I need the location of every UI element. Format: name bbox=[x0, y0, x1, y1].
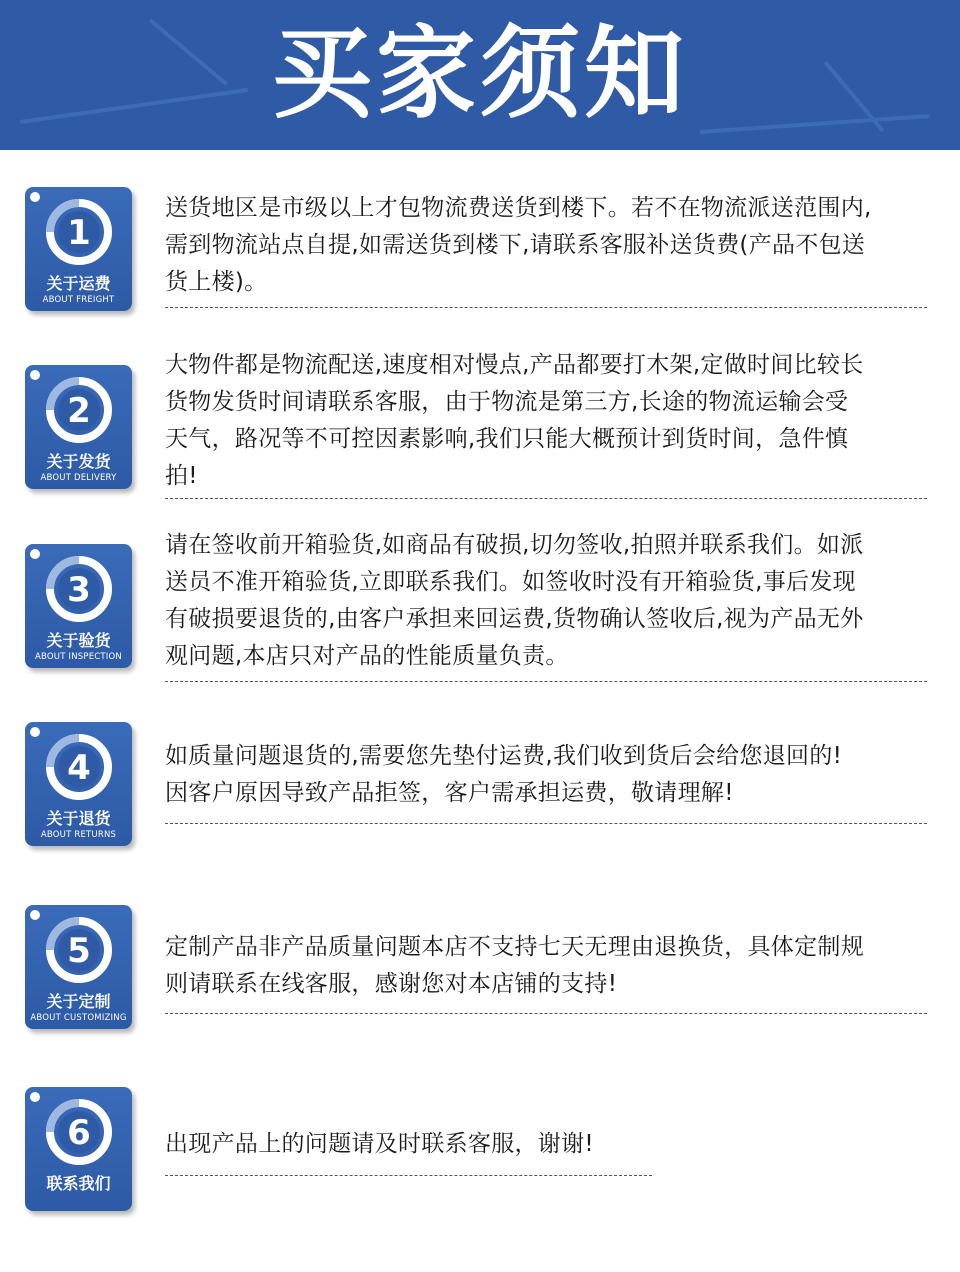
badge-number: 4 bbox=[67, 748, 91, 788]
number-ring-icon bbox=[42, 373, 116, 447]
notice-text bbox=[165, 527, 937, 675]
hang-hole-icon bbox=[30, 910, 40, 920]
badge-number: 2 bbox=[67, 391, 91, 431]
badge-label: 联系我们 bbox=[46, 1174, 111, 1193]
hang-hole-icon bbox=[30, 370, 40, 380]
badge-label: 关于发货 bbox=[46, 452, 111, 471]
notice-text bbox=[165, 190, 937, 301]
hang-hole-icon bbox=[30, 727, 40, 737]
hang-hole-icon bbox=[30, 1092, 40, 1102]
dashed-divider bbox=[165, 498, 927, 499]
badge-sublabel: ABOUT RETURNS bbox=[40, 830, 117, 840]
dashed-divider bbox=[165, 307, 927, 308]
notice-text bbox=[165, 347, 937, 495]
badge-label: 关于验货 bbox=[46, 631, 111, 650]
notice-line: 货上楼)。 bbox=[165, 269, 268, 295]
number-ring-icon bbox=[42, 552, 116, 626]
notice-line: 需到物流站点自提,如需送货到楼下,请联系客服补送货费(产品不包送 bbox=[165, 232, 866, 258]
notice-line: 如质量问题退货的,需要您先垫付运费,我们收到货后会给您退回的! bbox=[165, 743, 843, 769]
notice-line: 则请联系在线客服，感谢您对本店铺的支持! bbox=[165, 971, 618, 997]
hang-hole-icon bbox=[30, 549, 40, 559]
badge-label: 关于退货 bbox=[46, 809, 111, 828]
badge-number: 6 bbox=[67, 1113, 91, 1153]
notice-line: 送员不准开箱验货,立即联系我们。如签收时没有开箱验货,事后发现 bbox=[165, 569, 856, 595]
badge-number: 1 bbox=[67, 213, 91, 253]
dashed-divider bbox=[165, 1013, 927, 1014]
dashed-divider bbox=[165, 681, 927, 682]
badge-sublabel: ABOUT DELIVERY bbox=[40, 473, 117, 483]
notice-line: 因客户原因导致产品拒签，客户需承担运费，敬请理解! bbox=[165, 780, 734, 806]
notice-line: 请在签收前开箱验货,如商品有破损,切勿签收,拍照并联系我们。如派 bbox=[165, 532, 864, 558]
notice-line: 拍! bbox=[165, 463, 198, 489]
badge-number: 3 bbox=[67, 570, 91, 610]
dashed-divider bbox=[165, 1175, 652, 1176]
number-ring-icon bbox=[42, 195, 116, 269]
notice-line: 天气，路况等不可控因素影响,我们只能大概预计到货时间，急件慎 bbox=[165, 426, 849, 452]
number-ring-icon bbox=[42, 730, 116, 804]
number-ring-icon bbox=[42, 1095, 116, 1169]
notice-text bbox=[165, 738, 937, 812]
page-title: 买家须知 bbox=[272, 15, 688, 132]
badge-label: 关于定制 bbox=[46, 992, 111, 1011]
badge bbox=[25, 187, 132, 311]
notice-text bbox=[165, 929, 937, 1003]
notice-line: 出现产品上的问题请及时联系客服，谢谢! bbox=[165, 1131, 594, 1157]
notice-line: 有破损要退货的,由客户承担来回运费,货物确认签收后,视为产品无外 bbox=[165, 606, 864, 632]
badge bbox=[25, 905, 132, 1029]
badge-sublabel: ABOUT FREIGHT bbox=[42, 295, 115, 305]
badge-label: 关于运费 bbox=[46, 274, 111, 293]
badge-sublabel: ABOUT INSPECTION bbox=[35, 652, 122, 662]
notice-line: 大物件都是物流配送,速度相对慢点,产品都要打木架,定做时间比较长 bbox=[165, 352, 864, 378]
header-banner bbox=[0, 0, 960, 150]
badge bbox=[25, 365, 132, 489]
notice-line: 送货地区是市级以上才包物流费送货到楼下。若不在物流派送范围内, bbox=[165, 195, 872, 221]
badge bbox=[25, 544, 132, 668]
hang-hole-icon bbox=[30, 192, 40, 202]
badge-sublabel: ABOUT CUSTOMIZING bbox=[30, 1013, 127, 1023]
number-ring-icon bbox=[42, 913, 116, 987]
notice-line: 定制产品非产品质量问题本店不支持七天无理由退换货，具体定制规 bbox=[165, 934, 864, 960]
notice-text bbox=[165, 1126, 937, 1163]
notice-line: 观问题,本店只对产品的性能质量负责。 bbox=[165, 643, 569, 669]
badge bbox=[25, 1087, 132, 1211]
badge-number: 5 bbox=[67, 931, 91, 971]
dashed-divider bbox=[165, 823, 927, 824]
badge bbox=[25, 722, 132, 846]
notice-line: 货物发货时间请联系客服，由于物流是第三方,长途的物流运输会受 bbox=[165, 389, 849, 415]
